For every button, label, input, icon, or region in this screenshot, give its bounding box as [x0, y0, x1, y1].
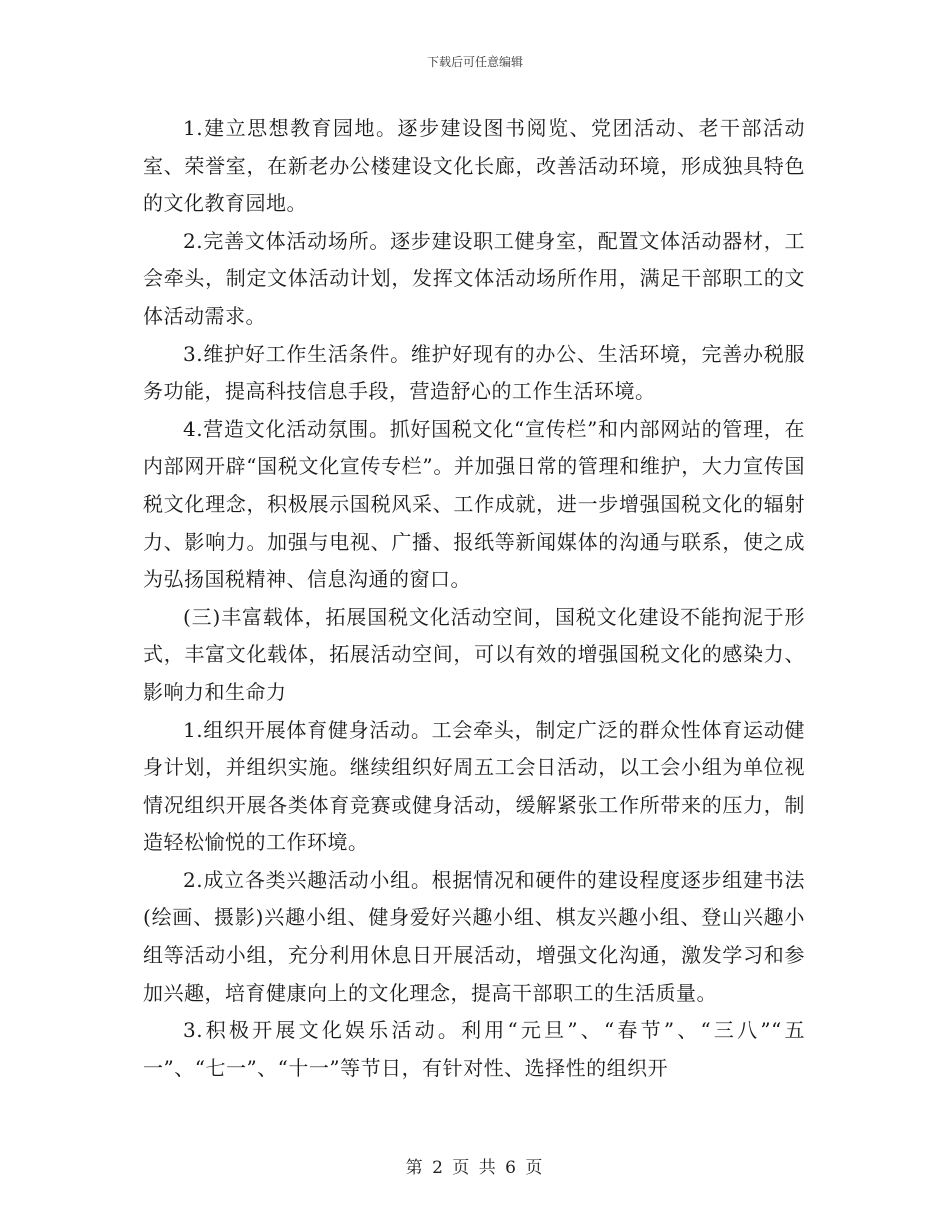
page-footer: 第 2 页 共 6 页 [405, 1158, 545, 1178]
header-note: 下载后可任意编辑 [426, 55, 523, 69]
paragraph-2: 2.完善文体活动场所。逐步建设职工健身室，配置文体活动器材，工会牵头，制定文体活动计划，发挥文体活动场所作用，满足干部职工的文体活动需求。 [143, 228, 805, 328]
document-body [143, 110, 805, 1087]
paragraph-4: 4.营造文化活动氛围。抓好国税文化“宣传栏”和内部网站的管理，在内部网开辟“国税文化宣传专栏”。并加强日常的管理和维护，大力宣传国税文化理念，积极展示国税风采、工作成就，进一步增强国税文化的辐射力、影响力。加强与电视、广播、报纸等新闻媒体的沟通与联系，使之成为弘扬国税精神、信息沟通的窗口。 [143, 416, 805, 592]
paragraph-1: 1.建立思想教育园地。逐步建设图书阅览、党团活动、老干部活动室、荣誉室，在新老办公楼建设文化长廊，改善活动环境，形成独具特色的文化教育园地。 [143, 116, 805, 216]
paragraph-6: 1.组织开展体育健身活动。工会牵头，制定广泛的群众性体育运动健身计划，并组织实施。继续组织好周五工会日活动，以工会小组为单位视情况组织开展各类体育竞赛或健身活动，缓解紧张工作所带来的压力，制造轻松愉悦的工作环境。 [143, 717, 805, 855]
paragraph-8: 3.积极开展文化娱乐活动。利用“元旦”、“春节”、“三八”“五一”、“七一”、“十一”等节日，有针对性、选择性的组织开 [143, 1018, 805, 1080]
paragraph-7: 2.成立各类兴趣活动小组。根据情况和硬件的建设程度逐步组建书法(绘画、摄影)兴趣小组、健身爱好兴趣小组、棋友兴趣小组、登山兴趣小组等活动小组，充分利用休息日开展活动，增强文化沟通，激发学习和参加兴趣，培育健康向上的文化理念，提高干部职工的生活质量。 [143, 867, 805, 1005]
paragraph-3: 3.维护好工作生活条件。维护好现有的办公、生活环境，完善办税服务功能，提高科技信息手段，营造舒心的工作生活环境。 [143, 341, 805, 404]
paragraph-5: (三)丰富载体，拓展国税文化活动空间，国税文化建设不能拘泥于形式，丰富文化载体，拓展活动空间，可以有效的增强国税文化的感染力、影响力和生命力 [143, 604, 805, 704]
